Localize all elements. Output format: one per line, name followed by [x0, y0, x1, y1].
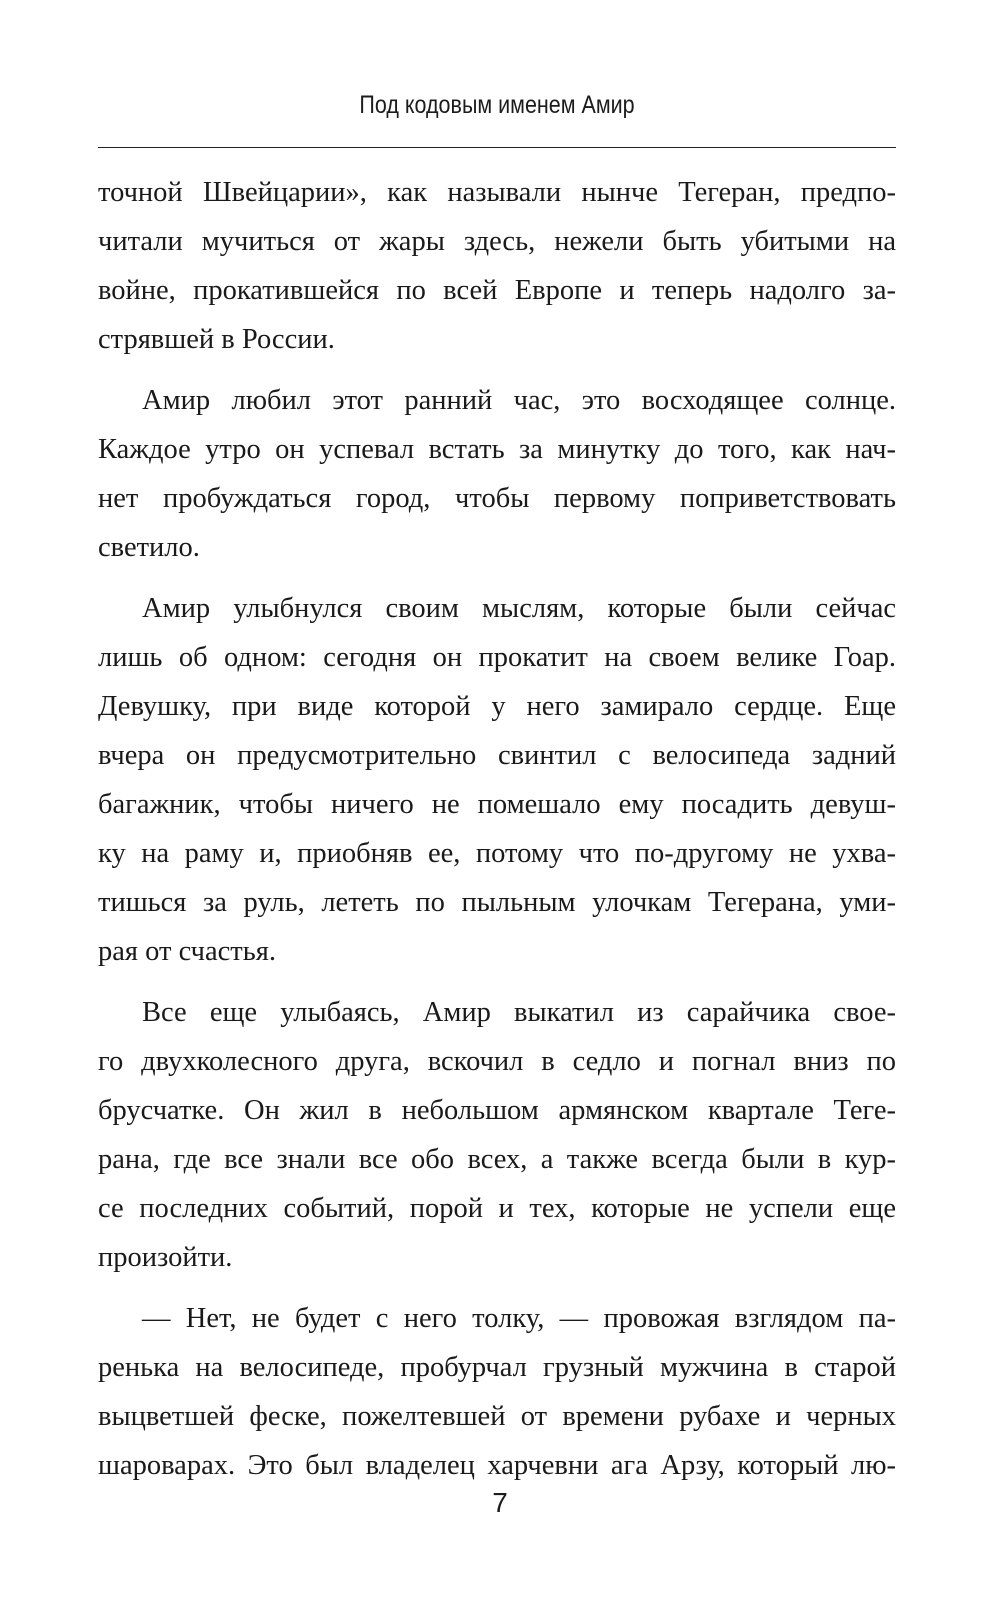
text-line: Амир любил этот ранний час, это восходящее солнце. — [142, 385, 896, 416]
text-line: брусчатке. Он жил в небольшом армянском квартале Теге- — [98, 1095, 896, 1126]
text-line: Каждое утро он успевал встать за минутку до того, как нач- — [98, 434, 896, 465]
text-line: нет пробуждаться город, чтобы первому поприветствовать — [98, 483, 896, 514]
paragraph — [98, 988, 896, 1282]
text-line: вчера он предусмотрительно свинтил с велосипеда задний — [98, 740, 896, 771]
text-line: багажник, чтобы ничего не помешало ему посадить девуш- — [98, 789, 896, 820]
text-line: Амир улыбнулся своим мыслям, которые были сейчас — [142, 593, 896, 624]
text-line: ку на раму и, приобняв ее, потому что по-другому не ухва- — [98, 838, 896, 869]
text-line: Все еще улыбаясь, Амир выкатил из сарайчика свое- — [142, 997, 896, 1028]
text-line: произойти. — [98, 1242, 233, 1273]
paragraph — [98, 584, 896, 976]
paragraph — [98, 1294, 896, 1490]
text-line: шароварах. Это был владелец харчевни ага Арзу, который лю- — [98, 1450, 896, 1481]
text-line: ренька на велосипеде, пробурчал грузный мужчина в старой — [98, 1352, 896, 1383]
text-line: се последних событий, порой и тех, которые не успели еще — [98, 1193, 896, 1224]
page-number: 7 — [492, 1487, 508, 1518]
text-line: стрявшей в России. — [98, 324, 335, 355]
header-rule — [98, 147, 896, 148]
paragraph — [98, 168, 896, 364]
text-line: лишь об одном: сегодня он прокатит на своем велике Гоар. — [98, 642, 896, 673]
text-line: войне, прокатившейся по всей Европе и теперь надолго за- — [98, 275, 896, 306]
running-head: Под кодовым именем Амир — [359, 91, 635, 119]
text-line: рана, где все знали все обо всех, а также всегда были в кур- — [98, 1144, 896, 1175]
text-line: читали мучиться от жары здесь, нежели быть убитыми на — [98, 226, 896, 257]
text-line: го двухколесного друга, вскочил в седло и погнал вниз по — [98, 1046, 896, 1077]
paragraph — [98, 376, 896, 572]
text-line: светило. — [98, 532, 200, 563]
text-line: рая от счастья. — [98, 936, 276, 967]
text-line: выцветшей феске, пожелтевшей от времени рубахе и черных — [98, 1401, 896, 1432]
text-line: точной Швейцарии», как называли нынче Тегеран, предпо- — [98, 177, 896, 208]
text-line: Девушку, при виде которой у него замирало сердце. Еще — [98, 691, 896, 722]
text-line: тишься за руль, лететь по пыльным улочкам Тегерана, уми- — [98, 887, 896, 918]
body-text — [98, 168, 896, 1490]
text-line: — Нет, не будет с него толку, — провожая взглядом па- — [142, 1303, 896, 1334]
